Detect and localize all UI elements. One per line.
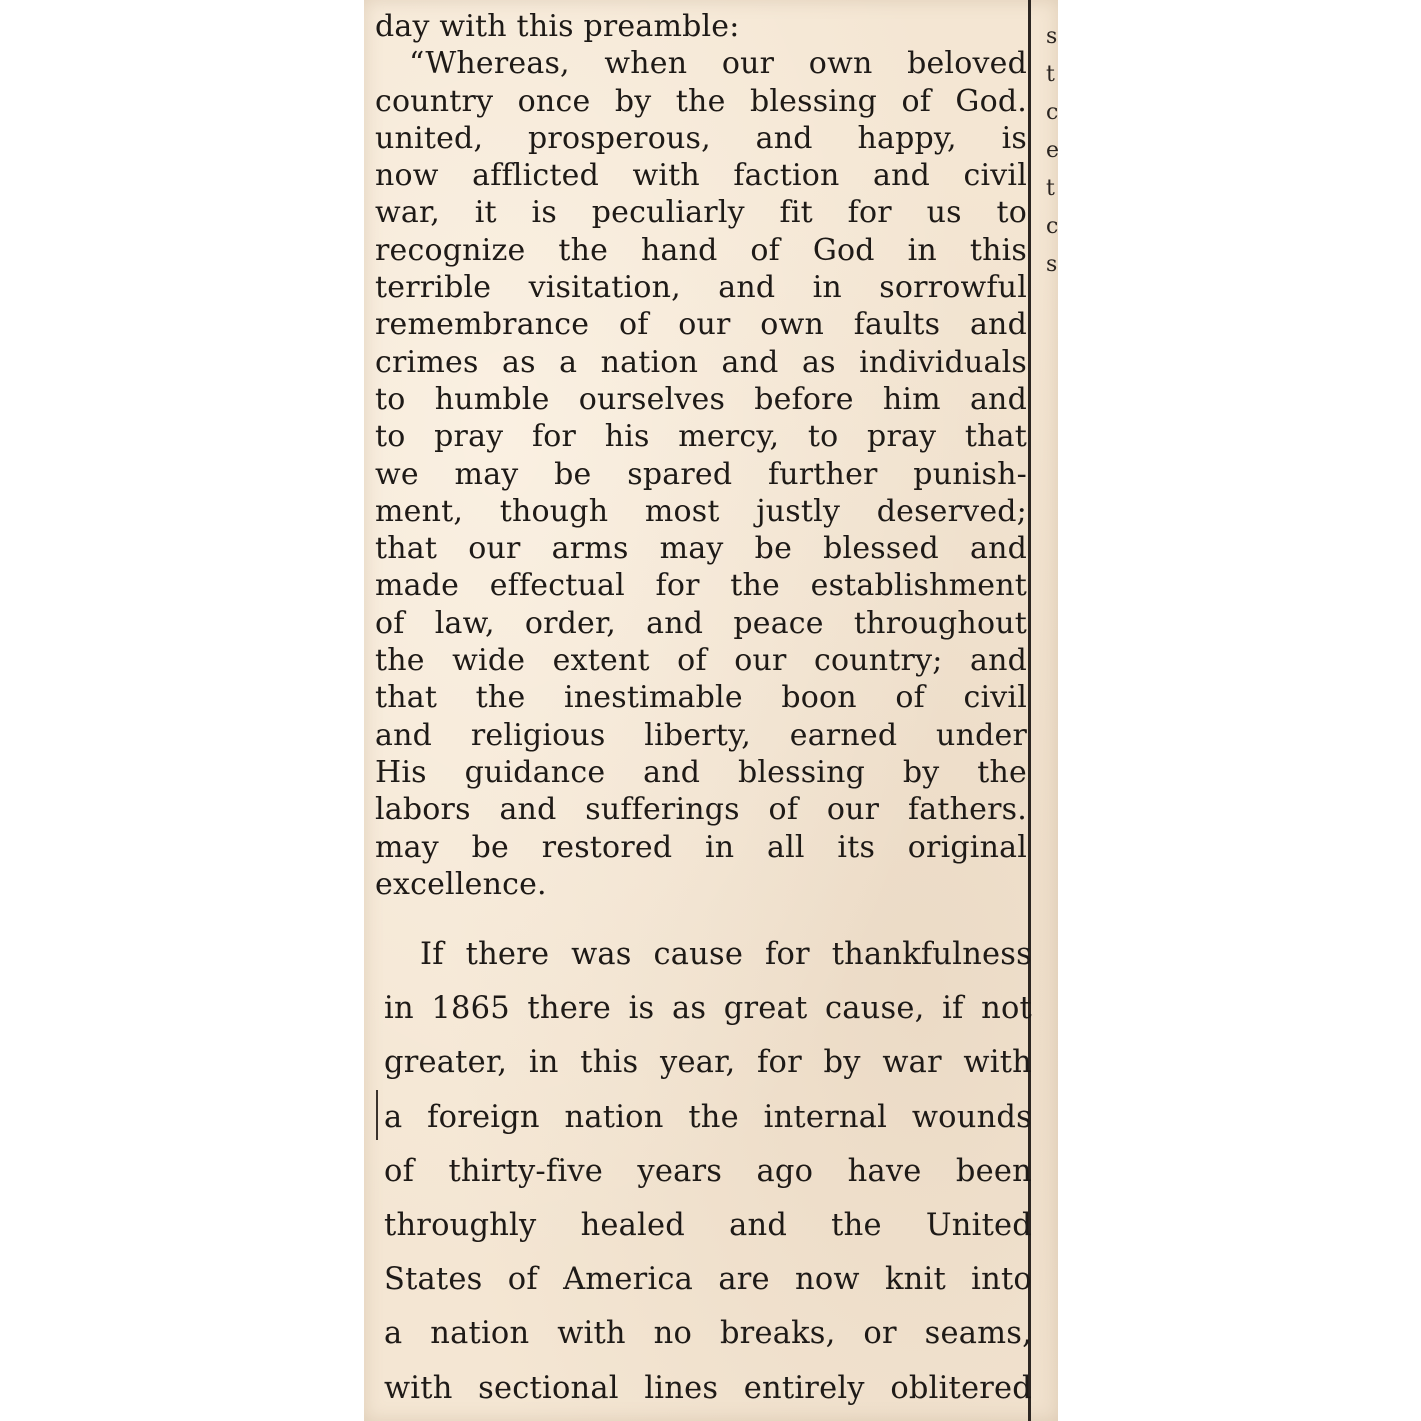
quote-line: excellence. (375, 866, 547, 902)
fragment-char: s (1046, 252, 1058, 277)
quote-line: we may be spared further punish- (375, 456, 1027, 492)
paragraph-line: throughly healed and the United (384, 1207, 1032, 1243)
quote-line: country once by the blessing of God. (375, 83, 1027, 119)
quote-line: to pray for his mercy, to pray that (375, 419, 1027, 455)
fragment-char: c (1046, 100, 1059, 125)
fragment-char: s (1046, 24, 1058, 49)
quote-line: and religious liberty, earned under (375, 717, 1027, 753)
quote-line: “Whereas, when our own beloved (409, 46, 1027, 82)
quote-line: labors and sufferings of our fathers. (375, 792, 1027, 828)
quote-line: united, prosperous, and happy, is (375, 120, 1027, 156)
quote-line: of law, order, and peace throughout (375, 605, 1027, 641)
article-lower-block (384, 928, 1032, 1416)
quote-line: now afflicted with faction and civil (375, 158, 1027, 194)
quote-line: to humble ourselves before him and (375, 381, 1027, 417)
paragraph-line: greater, in this year, for by war with (384, 1045, 1032, 1081)
adjacent-column-fragments (1046, 18, 1058, 284)
paragraph-line: in 1865 there is as great cause, if not (384, 991, 1032, 1027)
article-upper-block (375, 8, 1027, 903)
paragraph-line: with sectional lines entirely oblitered (384, 1370, 1032, 1406)
paragraph-line: States of America are now knit into (384, 1262, 1032, 1298)
quote-line: war, it is peculiarly fit for us to (375, 195, 1027, 231)
quote-line: recognize the hand of God in this (375, 232, 1027, 268)
quote-line: ment, though most justly deserved; (375, 493, 1027, 529)
quote-line: that our arms may be blessed and (375, 531, 1027, 567)
paragraph-line: a foreign nation the internal wounds (384, 1099, 1032, 1135)
quote-line: the wide extent of our country; and (375, 643, 1027, 679)
fragment-char: t (1046, 62, 1055, 87)
intro-line: day with this preamble: (375, 9, 740, 44)
fragment-char: t (1046, 176, 1055, 201)
margin-mark (376, 1090, 378, 1140)
fragment-char: e (1046, 138, 1060, 163)
quote-line: His guidance and blessing by the (375, 754, 1027, 790)
quote-line: remembrance of our own faults and (375, 307, 1027, 343)
paragraph-line: If there was cause for thankfulness (420, 937, 1032, 972)
quote-line: that the inestimable boon of civil (375, 680, 1027, 716)
quote-line: made effectual for the establishment (375, 568, 1027, 604)
paragraph-line: a nation with no breaks, or seams, (384, 1316, 1032, 1352)
quote-line: terrible visitation, and in sorrowful (375, 270, 1027, 306)
fragment-char: c (1046, 214, 1059, 239)
quote-line: crimes as a nation and as individuals (375, 344, 1027, 380)
quote-line: may be restored in all its original (375, 829, 1027, 865)
paragraph-line: of thirty-five years ago have been (384, 1153, 1032, 1189)
